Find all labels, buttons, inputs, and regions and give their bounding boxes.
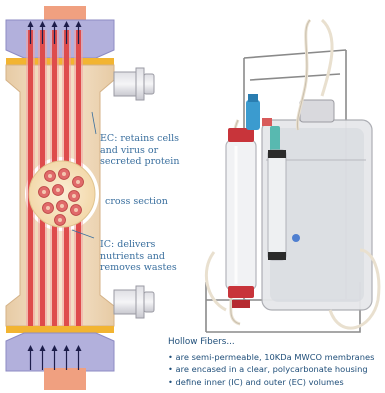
bioreactor-photo (206, 20, 379, 332)
fiber-lumen-10 (58, 218, 62, 222)
top-ec-port (114, 68, 154, 100)
fiber-lumen-2 (62, 172, 66, 176)
red-end-cap-top (228, 128, 254, 142)
fiber-lumen-7 (46, 206, 50, 210)
fiber-lumen-5 (56, 188, 60, 192)
caption (168, 336, 374, 388)
caption-title: Hollow Fibers... (168, 337, 235, 347)
fiber-lumen-3 (76, 180, 80, 184)
bottom-ec-port (114, 286, 154, 318)
teal-filter (270, 126, 280, 152)
ic-label-line-2: nutrients and (100, 250, 165, 262)
oxygenator-cylinder (268, 150, 286, 260)
top-potting-seal (6, 58, 114, 65)
hollow-fiber-cartridge (226, 140, 256, 290)
caption-item-1: • are semi-permeable, 10KDa MWCO membranes (168, 351, 375, 362)
red-end-cap-bottom (228, 286, 254, 298)
blue-filter (246, 100, 260, 130)
ic-label-line-3: removes wastes (100, 262, 177, 273)
ec-label-line-2: and virus or (100, 144, 159, 156)
bottom-flow-port (44, 368, 86, 390)
ec-label-line-3: secreted protein (100, 156, 180, 167)
cross-section-label: cross section (105, 196, 168, 207)
caption-item-2: • are encased in a clear, polycarbonate housing (168, 364, 368, 374)
top-end-cap (6, 20, 114, 58)
ic-label-line-1: IC: delivers (100, 239, 156, 250)
caption-item-3: • define inner (IC) and outer (EC) volumes (168, 376, 344, 387)
ec-label (100, 133, 179, 168)
bottom-potting-seal (6, 326, 114, 333)
fiber-lumen-6 (72, 194, 76, 198)
fiber-lumen-8 (60, 204, 64, 208)
ec-label-line-1: EC: retains cells (100, 133, 180, 144)
bottom-end-cap (6, 333, 114, 371)
fiber-lumen-4 (42, 190, 46, 194)
ic-label (100, 239, 177, 274)
fiber-lumen-9 (74, 208, 78, 212)
fiber-lumen-1 (48, 174, 52, 178)
